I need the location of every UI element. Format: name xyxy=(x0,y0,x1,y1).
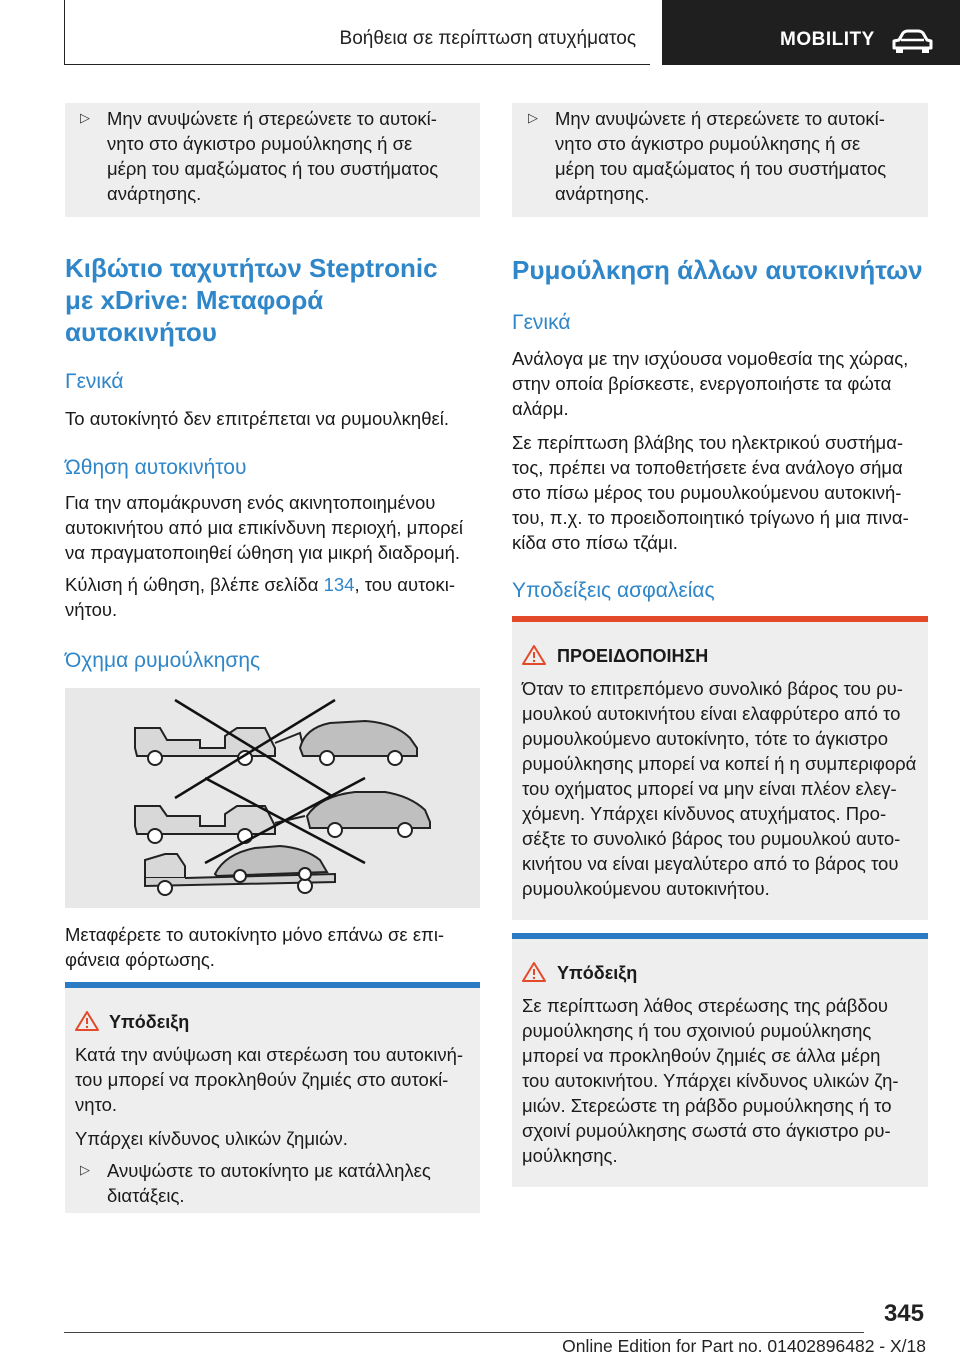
bullet-marker: ▷ xyxy=(80,1162,90,1177)
heading-line: αυτοκινήτου xyxy=(65,317,217,347)
edition-footer: Online Edition for Part no. 01402896482 - X/18 xyxy=(562,1336,926,1356)
general-line: στο πίσω μέρος του ρυμουλκούμενου αυτοκινή- xyxy=(512,482,902,503)
push-line: αυτοκινήτου από μια επικίνδυνη περιοχή, μπορεί xyxy=(65,517,464,538)
right-note-line: Μην ανυψώνετε ή στερεώνετε το αυτοκί- xyxy=(555,108,885,129)
towing-heading: Ρυμούλκηση άλλων αυτοκινήτων xyxy=(512,255,923,285)
header-underline xyxy=(64,64,650,65)
push-line: Για την απομάκρυνση ενός ακινητοποιημένου xyxy=(65,492,436,513)
page-number: 345 xyxy=(883,1300,924,1327)
warning-triangle-icon xyxy=(521,644,547,671)
warning-line: του οχήματος μπορεί να μην είναι πλέον ελεγ- xyxy=(522,778,897,799)
right-note-line: ανάρτησης. xyxy=(555,183,650,204)
caption-line: Μεταφέρετε το αυτοκίνητο μόνο επάνω σε επι- xyxy=(65,924,445,945)
page-link[interactable]: 134 xyxy=(323,574,355,595)
hint-line: νητο. xyxy=(75,1094,118,1115)
warning-line: σέξτε το συνολικό βάρος του ρυμουλκού αυτο- xyxy=(522,828,901,849)
warning-triangle-icon xyxy=(521,961,547,988)
section-title: Βοήθεια σε περίπτωση ατυχήματος xyxy=(339,28,636,49)
warning-line: Όταν το επιτρεπόμενο συνολικό βάρος του ρυ- xyxy=(522,678,903,699)
general-line: αλάρμ. xyxy=(512,398,569,419)
caption-text xyxy=(65,922,444,972)
tow-trucks-image xyxy=(65,688,480,908)
left-note-line: Μην ανυψώνετε ή στερεώνετε το αυτοκί- xyxy=(107,108,437,129)
general-heading-left: Γενικά xyxy=(65,370,124,393)
general-line: Ανάλογα με την ισχύουσα νομοθεσία της χώρας, xyxy=(512,348,909,369)
general-heading-right: Γενικά xyxy=(512,311,571,334)
hint-line: Σε περίπτωση λάθος στερέωσης της ράβδου xyxy=(522,995,889,1016)
left-note-line: ανάρτησης. xyxy=(107,183,202,204)
general-line: τος, πρέπει να τοποθετήσετε ένα ανάλογο σήμα xyxy=(512,457,903,478)
warning-text xyxy=(522,676,916,901)
general-line: του, π.χ. το προειδοποιητικό τρίγωνο ή μια πινα- xyxy=(512,507,909,528)
warning-line: ρυμούλκησης μπορεί να κοπεί ή η συμπεριφορά xyxy=(522,753,917,774)
left-note-text xyxy=(107,106,438,206)
right-note-line: νητο στο άγκιστρο ρυμούλκησης ή σε xyxy=(555,133,861,154)
roll-prefix: Κύλιση ή ώθηση, βλέπε σελίδα xyxy=(65,574,324,595)
warning-line: κινήτου να είναι μεγαλύτερο από το βάρος του xyxy=(522,853,899,874)
hint-bullet-text xyxy=(107,1158,431,1208)
bullet-marker: ▷ xyxy=(80,110,90,125)
heading-line: με xDrive: Μεταφορά xyxy=(65,285,324,315)
left-note-line: μέρη του αμαξώματος ή του συστήματος xyxy=(107,158,439,179)
push-text xyxy=(65,490,463,565)
hint-text-right xyxy=(522,993,899,1168)
hint-line: μπορεί να προκληθούν ζημιές σε άλλα μέρη xyxy=(522,1045,881,1066)
hint-line: σχοινί ρυμούλκησης σωστά στο άγκιστρο ρυ- xyxy=(522,1120,891,1141)
car-icon xyxy=(890,28,934,59)
hint-line: του αυτοκινήτου. Υπάρχει κίνδυνος υλικών ζη- xyxy=(522,1070,899,1091)
general-line: στην οποία βρίσκεστε, ενεργοποιήστε τα φώτα xyxy=(512,373,892,394)
hint-line: Κατά την ανύψωση και στερέωση του αυτοκινή- xyxy=(75,1044,464,1065)
bullet-marker: ▷ xyxy=(528,110,538,125)
roll-line: νήτου. xyxy=(65,599,118,620)
heading-line: Κιβώτιο ταχυτήτων Steptronic xyxy=(65,253,438,283)
hint-title-left: Υπόδειξη xyxy=(109,1012,190,1032)
safety-heading: Υποδείξεις ασφαλείας xyxy=(512,579,715,602)
mobility-tab[interactable] xyxy=(662,0,960,65)
right-note-line: μέρη του αμαξώματος ή του συστήματος xyxy=(555,158,887,179)
caption-line: φάνεια φόρτωσης. xyxy=(65,949,215,970)
hint-line: Υπάρχει κίνδυνος υλικών ζημιών. xyxy=(75,1128,348,1149)
general-line: Σε περίπτωση βλάβης του ηλεκτρικού συστήμα- xyxy=(512,432,904,453)
right-note-text xyxy=(555,106,886,206)
hint-line: μιών. Στερεώστε τη ράβδο ρυμούλκησης ή το xyxy=(522,1095,892,1116)
warning-triangle-icon xyxy=(74,1010,100,1037)
vehicle-heading: Όχημα ρυμούλκησης xyxy=(65,649,261,672)
hint-bullet-line: Ανυψώστε το αυτοκίνητο με κατάλληλες xyxy=(107,1160,431,1181)
footer-rule xyxy=(64,1332,864,1333)
left-note-line: νητο στο άγκιστρο ρυμούλκησης ή σε xyxy=(107,133,413,154)
warning-line: ρυμουλκούμενο αυτοκίνητο, τότε το άγκιστρο xyxy=(522,728,888,749)
hint-title-right: Υπόδειξη xyxy=(557,963,638,983)
steptronic-heading xyxy=(65,252,438,348)
warning-title: ΠΡΟΕΙΔΟΠΟΙΗΣΗ xyxy=(557,646,709,666)
hint-line: μούλκησης. xyxy=(522,1145,618,1166)
push-line: να πραγματοποιηθεί ώθηση για μικρή διαδρομή. xyxy=(65,542,461,563)
hint-bullet-line: διατάξεις. xyxy=(107,1185,185,1206)
general-text-right xyxy=(512,346,909,555)
roll-suffix: , του αυτοκι- xyxy=(354,574,455,595)
warning-line: χόμενη. Υπάρχει κίνδυνος ατυχήματος. Προ- xyxy=(522,803,887,824)
warning-line: μουλκού αυτοκινήτου είναι ελαφρύτερο από το xyxy=(522,703,901,724)
hint-text-left xyxy=(75,1042,477,1151)
tow-illustration xyxy=(65,688,480,908)
mobility-tab-label: MOBILITY xyxy=(780,29,875,50)
hint-line: του μπορεί να προκληθούν ζημιές στο αυτοκί- xyxy=(75,1069,449,1090)
general-text-left: Το αυτοκίνητό δεν επιτρέπεται να ρυμουλκηθεί. xyxy=(65,408,449,429)
roll-text xyxy=(65,572,455,622)
warning-line: ρυμουλκούμενου αυτοκινήτου. xyxy=(522,878,770,899)
general-line: κίδα στο πίσω τζάμι. xyxy=(512,532,678,553)
hint-line: ρυμούλκησης ή του σχοινιού ρυμούλκησης xyxy=(522,1020,872,1041)
push-heading: Ώθηση αυτοκινήτου xyxy=(65,456,247,479)
